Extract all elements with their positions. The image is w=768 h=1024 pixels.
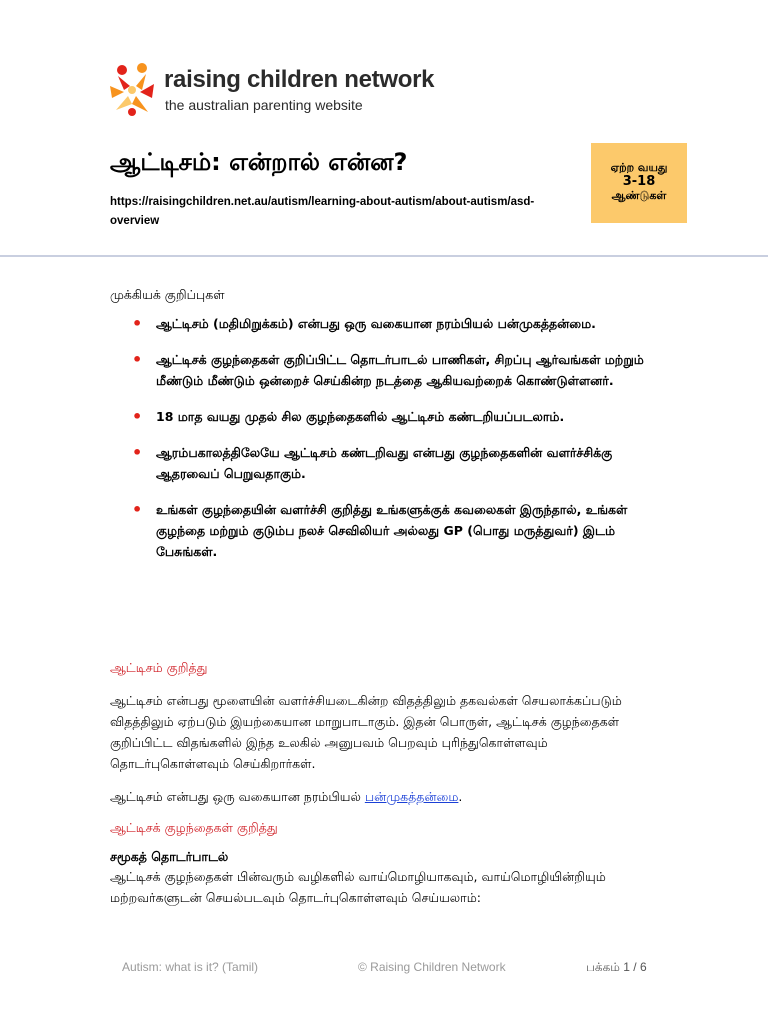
brand-logo-icon: [108, 60, 158, 118]
source-url[interactable]: https://raisingchildren.net.au/autism/learning-about-autism/about-autism/asd-overview: [110, 196, 535, 227]
neurodiversity-paragraph: [110, 786, 660, 807]
footer-doc-title: Autism: what is it? (Tamil): [122, 960, 259, 974]
neurodiversity-text: ஆட்டிசம் என்பது ஒரு வகையான நரம்பியல்: [110, 789, 365, 804]
header-divider: [0, 255, 768, 257]
key-point-item: • ஆரம்பகாலத்திலேயே ஆட்டிசம் கண்டறிவது என்பது குழந்தைகளின் வளர்ச்சிக்கு ஆதரவைப் பெறுவதாகும்.: [130, 442, 670, 484]
key-point-item: • ஆட்டிசக் குழந்தைகள் குறிப்பிட்ட தொடர்பாடல் பாணிகள், சிறப்பு ஆர்வங்கள் மற்றும் மீண்டும் மீண்டும் ஒன்றைச் செய்கின்ற நடத்தை ஆகியவற்றைக் கொண்டுள்ளனர்.: [130, 349, 670, 391]
about-autism-heading: ஆட்டிசம் குறித்து: [110, 660, 208, 675]
footer-copyright: © Raising Children Network: [358, 960, 506, 974]
key-points-heading: முக்கியக் குறிப்புகள்: [110, 287, 225, 302]
key-point-item: • 18 மாத வயது முதல் சில குழந்தைகளில் ஆட்டிசம் கண்டறியப்படலாம்.: [130, 406, 670, 427]
footer-page-indicator: [586, 960, 647, 976]
about-autism-paragraph: ஆட்டிசம் என்பது மூளையின் வளர்ச்சியடைகின்ற விதத்திலும் தகவல்கள் செயலாக்கப்படும் விதத்திலும் ஏற்படும் இயற்கையான மாறுபாடாகும். இதன் பொருள், ஆட்டிசக் குழந்தைகள் குறிப்பிட்ட விதங்களில் இந்த உலகில் அனுபவம் பெறவும் புரிந்துகொள்ளவும் தொடர்புகொள்ளவும் செய்கிறார்கள்.: [110, 693, 622, 771]
age-badge-label: ஏற்ற வயது: [610, 161, 668, 174]
social-communication-heading: சமூகத் தொடர்பாடல்: [110, 849, 229, 864]
age-badge-unit: ஆண்டுகள்: [611, 189, 667, 202]
neurodiversity-period: .: [458, 789, 463, 804]
key-point-item: • ஆட்டிசம் (மதிமிறுக்கம்) என்பது ஒரு வகையான நரம்பியல் பன்முகத்தன்மை.: [130, 313, 670, 334]
social-communication-paragraph: ஆட்டிசக் குழந்தைகள் பின்வரும் வழிகளில் வாய்மொழியாகவும், வாய்மொழியின்றியும் மற்றவர்களுடன் செயல்படவும் தொடர்புகொள்ளவும் செய்யலாம்:: [110, 869, 606, 905]
key-points-list: [130, 313, 670, 577]
neurodiversity-link[interactable]: பன்முகத்தன்மை: [364, 789, 459, 804]
brand-logo[interactable]: [108, 60, 438, 118]
footer-page-number: 1 / 6: [623, 960, 647, 974]
age-badge-range: 3-18: [622, 174, 656, 189]
brand-tagline: the australian parenting website: [165, 97, 363, 113]
age-badge: [591, 143, 687, 223]
about-children-heading: ஆட்டிசக் குழந்தைகள் குறித்து: [110, 820, 278, 835]
brand-name: raising children network: [164, 66, 435, 93]
page-title: ஆட்டிசம்: என்றால் என்ன?: [110, 148, 408, 176]
footer-page-label: பக்கம்: [586, 960, 620, 974]
key-point-item: • உங்கள் குழந்தையின் வளர்ச்சி குறித்து உங்களுக்குக் கவலைகள் இருந்தால், உங்கள் குழந்தை மற்றும் குடும்ப நலச் செவிலியர் அல்லது GP (பொது மருத்துவர்) இடம் பேசுங்கள்.: [130, 499, 670, 562]
